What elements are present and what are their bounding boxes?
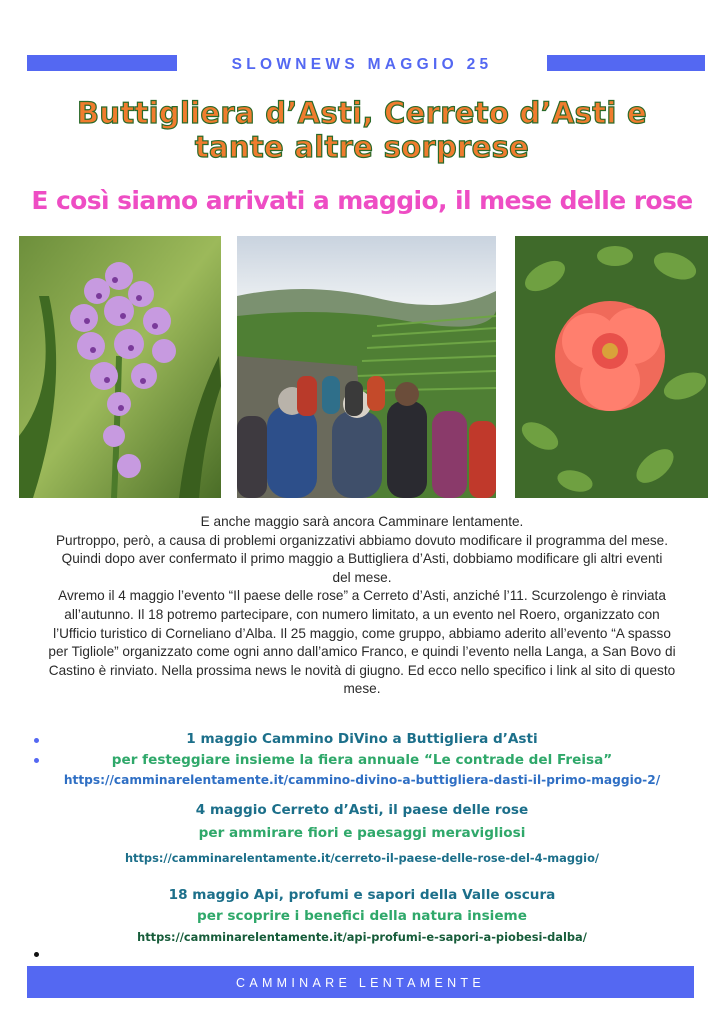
title-line-1: Buttigliera d’Asti, Cerreto d’Asti e <box>76 96 648 130</box>
hikers-vineyard-photo <box>237 236 496 498</box>
event-1-link[interactable]: https://camminarelentamente.it/cammino-divino-a-buttigliera-dasti-il-primo-maggio-2/ <box>63 773 661 787</box>
intro-line: Avremo il 4 maggio l’evento “Il paese delle rose” a Cerreto d’Asti, anziché l’11. Scurzolengo è rinviata <box>58 588 666 604</box>
intro-line: del mese. <box>332 569 392 585</box>
footer-label: CAMMINARE LENTAMENTE <box>236 976 485 990</box>
bullet-dot <box>34 952 39 957</box>
event-2-subtitle: per ammirare fiori e paesaggi meravigliosi <box>198 825 526 841</box>
intro-line: E anche maggio sarà ancora Camminare lentamente. <box>200 514 524 529</box>
intro-line: Quindi dopo aver confermato il primo maggio a Buttigliera d’Asti, dobbiamo modificare gli altri eventi <box>61 551 663 567</box>
orchid-photo <box>19 236 221 498</box>
newsletter-header: SLOWNEWS MAGGIO 25 <box>231 56 493 73</box>
event-2-title: 4 maggio Cerreto d’Asti, il paese delle rose <box>195 802 529 818</box>
intro-line: Castino è rinviato. Nella prossima news le novità di giugno. Ed ecco nello specifico i link al sito di questo <box>48 662 676 678</box>
page-subtitle: E così siamo arrivati a maggio, il mese delle rose <box>31 186 693 215</box>
intro-line: all’autunno. Il 18 potremo partecipare, con numero limitato, a un evento nel Roero, organizzato con <box>64 606 660 622</box>
intro-paragraph <box>20 513 704 699</box>
intro-line: l’Ufficio turistico di Corneliano d’Alba. Il 25 maggio, come gruppo, abbiamo aderito all’evento “A spasso <box>53 625 671 641</box>
intro-line: Purtroppo, però, a causa di problemi organizzativi abbiamo dovuto modificare il programma del mese. <box>55 532 669 548</box>
event-3-link[interactable]: https://camminarelentamente.it/api-profumi-e-sapori-a-piobesi-dalba/ <box>137 930 587 944</box>
event-2-link[interactable]: https://camminarelentamente.it/cerreto-il-paese-delle-rose-del-4-maggio/ <box>124 851 600 865</box>
header-bar-right <box>547 55 705 71</box>
title-line-2: tante altre sorprese <box>194 130 530 164</box>
event-3-title: 18 maggio Api, profumi e sapori della Valle oscura <box>168 887 556 903</box>
event-1-subtitle: per festeggiare insieme la fiera annuale “Le contrade del Freisa” <box>111 752 613 768</box>
event-1-title: 1 maggio Cammino DiVino a Buttigliera d’Asti <box>186 731 538 747</box>
page-title <box>20 96 704 164</box>
header-bar-left <box>27 55 177 71</box>
rose-photo <box>515 236 708 498</box>
event-3-subtitle: per scoprire i benefici della natura insieme <box>197 908 527 924</box>
intro-line: mese. <box>343 681 381 697</box>
intro-line: per Tigliole” organizzato come ogni anno dall’amico Franco, e quindi l’evento nella Langa, a San Bovo di <box>48 644 676 660</box>
